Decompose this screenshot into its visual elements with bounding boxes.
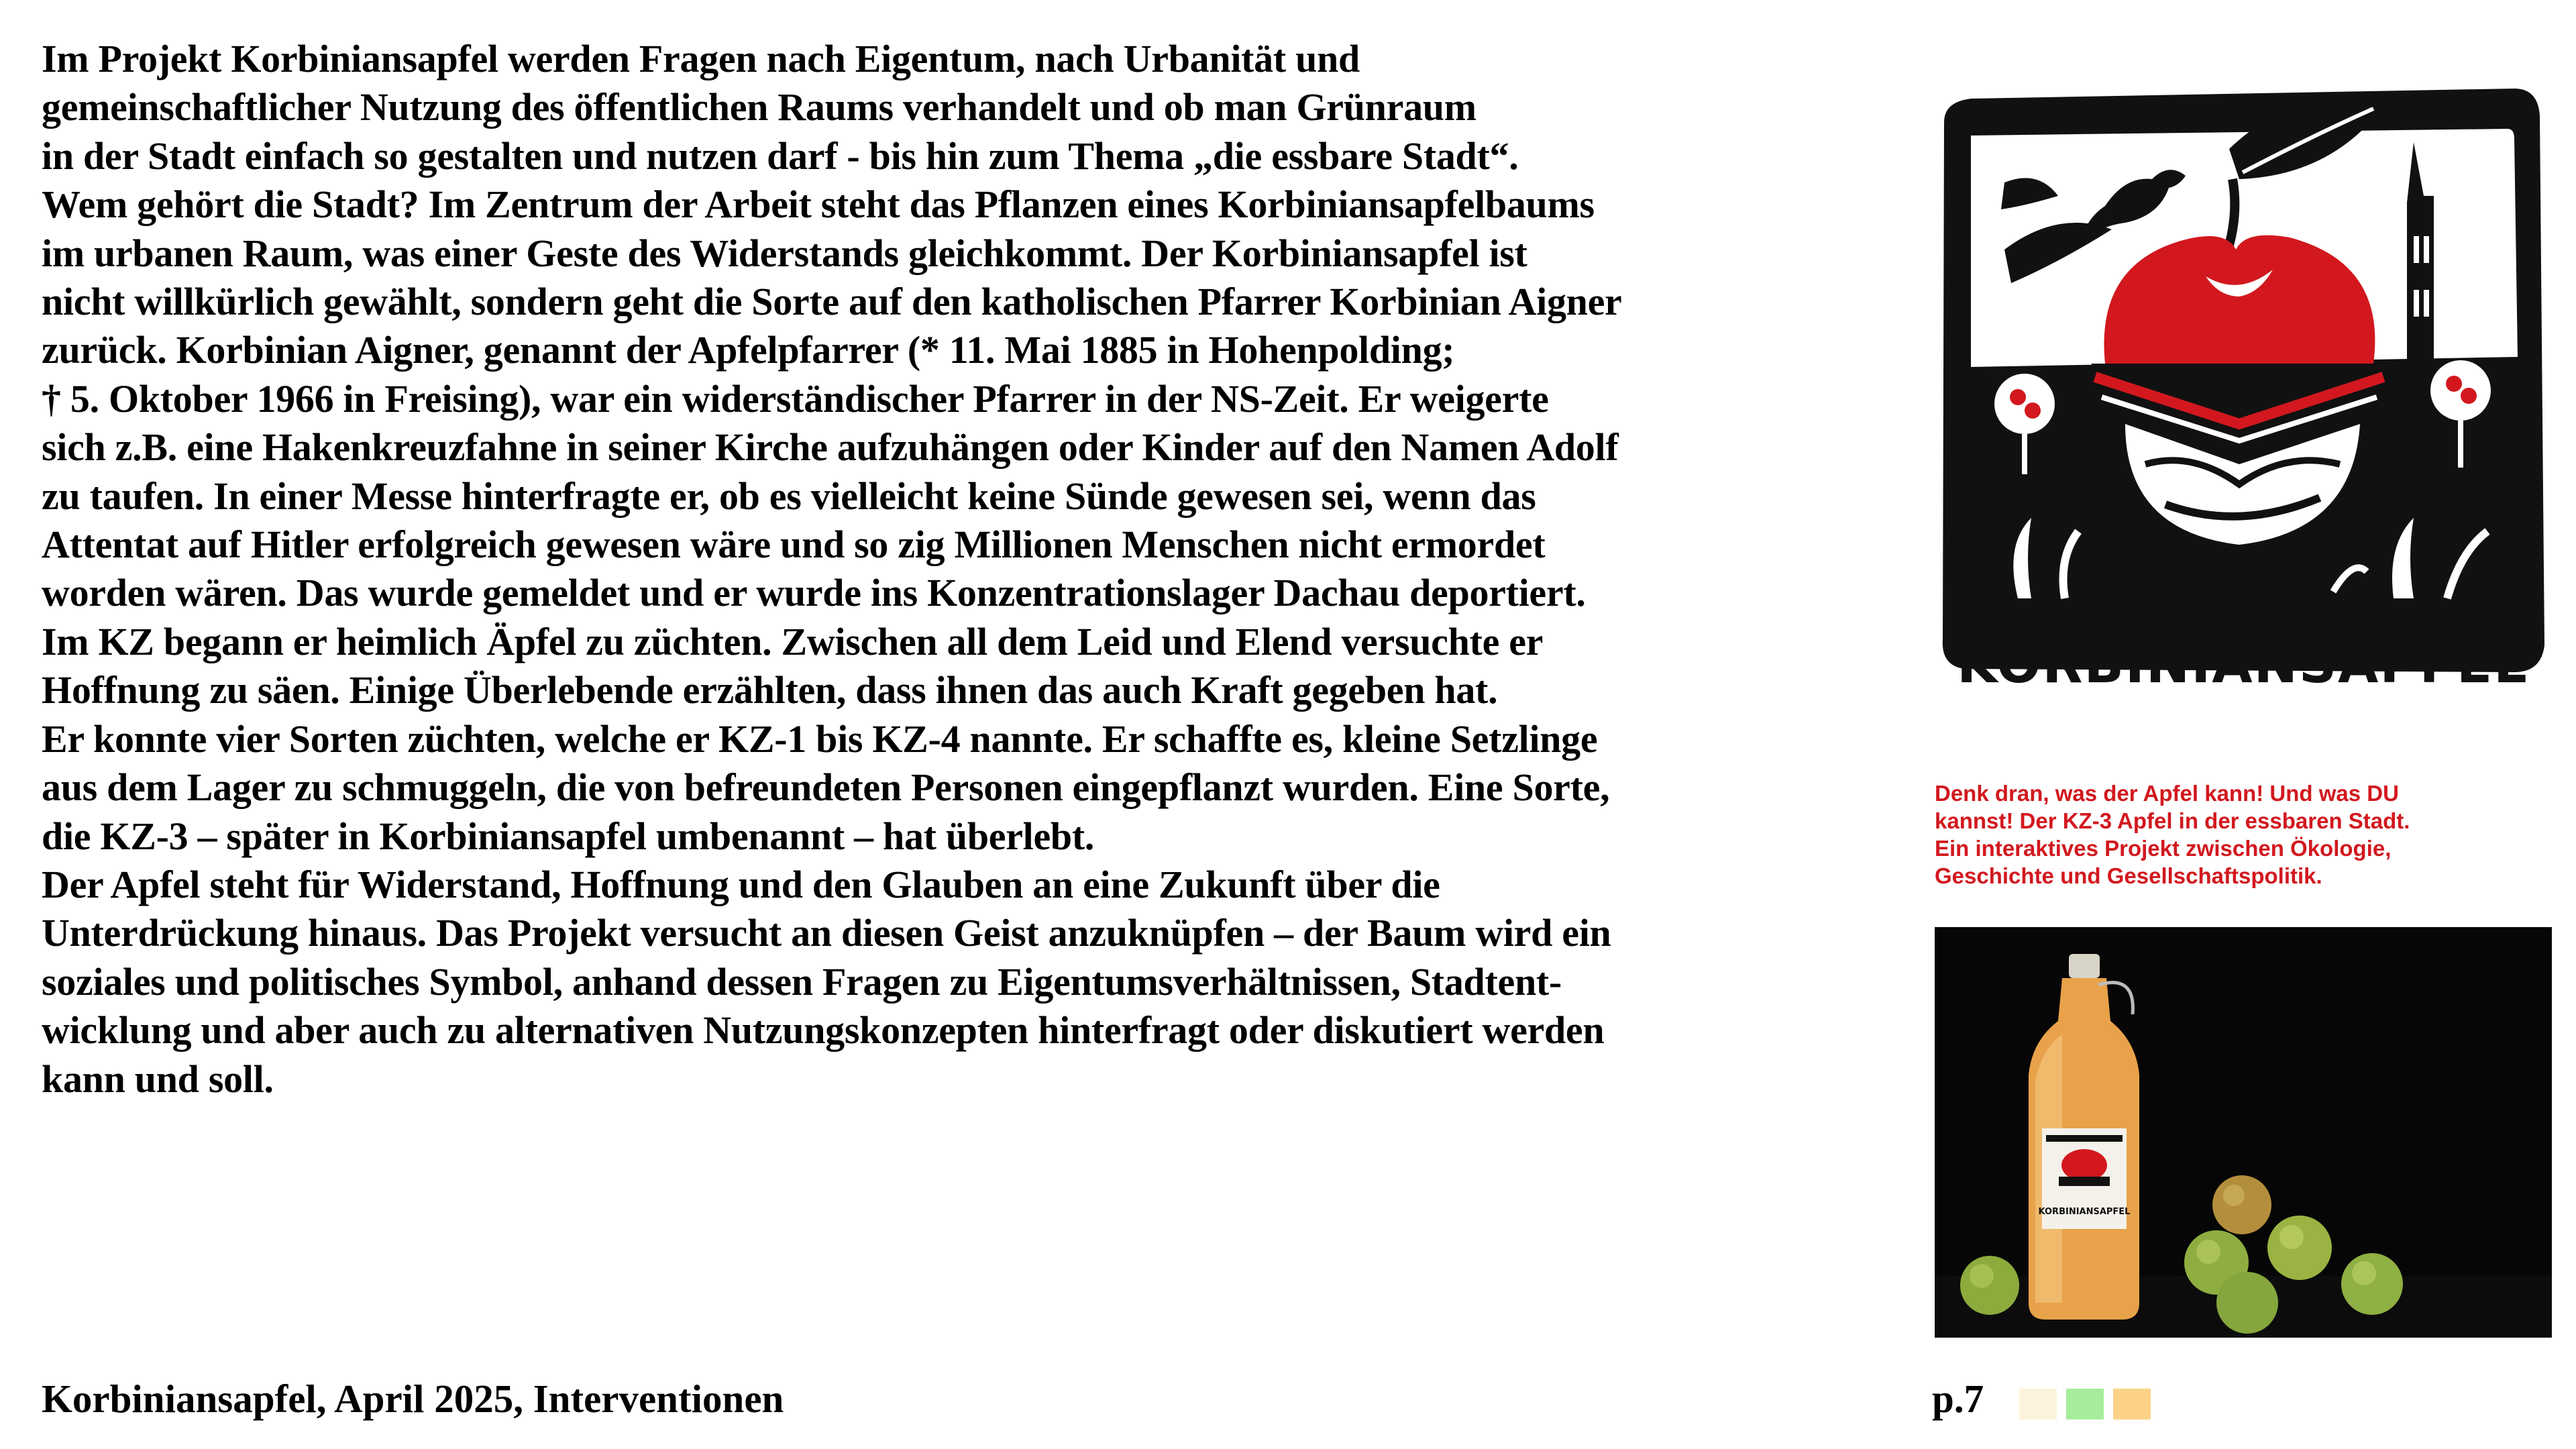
color-swatch — [2066, 1389, 2104, 1419]
body-line: Der Apfel steht für Widerstand, Hoffnung und den Glauben an eine Zukunft über die — [42, 862, 1440, 906]
footer-credit: Korbiniansapfel, April 2025, Interventionen — [42, 1377, 784, 1421]
body-line: sich z.B. eine Hakenkreuzfahne in seiner Kirche aufzuhängen oder Kinder auf den Namen Adolf — [42, 425, 1619, 470]
body-line: in der Stadt einfach so gestalten und nutzen darf - bis hin zum Thema „die essbare Stadt“. — [42, 133, 1519, 178]
caption-line: Denk dran, was der Apfel kann! Und was DU — [1935, 781, 2399, 806]
body-line: Er konnte vier Sorten züchten, welche er KZ-1 bis KZ-4 nannte. Er schaffte es, kleine Setzlinge — [42, 716, 1598, 761]
body-line: Wem gehört die Stadt? Im Zentrum der Arbeit steht das Pflanzen eines Korbiniansapfelbaums — [42, 182, 1595, 227]
body-line: soziales und politisches Symbol, anhand dessen Fragen zu Eigentumsverhältnissen, Stadtent- — [42, 959, 1562, 1004]
logo-wordmark: KORBINIANSAPFEL — [1957, 635, 2528, 695]
body-line: Hoffnung zu säen. Einige Überlebende erzählten, dass ihnen das auch Kraft gegeben hat. — [42, 668, 1498, 712]
body-line: gemeinschaftlicher Nutzung des öffentlichen Raums verhandelt und ob man Grünraum — [42, 85, 1477, 129]
korbiniansapfel-logo — [1924, 62, 2555, 699]
body-line: Attentat auf Hitler erfolgreich gewesen wäre und so zig Millionen Menschen nicht ermordet — [42, 523, 1546, 567]
color-swatch — [2019, 1389, 2057, 1419]
color-swatch — [2113, 1389, 2151, 1419]
body-line: Im KZ begann er heimlich Äpfel zu züchten. Zwischen all dem Leid und Elend versuchte er — [42, 619, 1544, 663]
photo-label-wordmark: KORBINIANSAPFEL — [2038, 1207, 2131, 1217]
body-line: die KZ-3 – später in Korbiniansapfel umbenannt – hat überlebt. — [42, 814, 1095, 858]
body-line: kann und soll. — [42, 1057, 274, 1101]
juice-bottle-photo — [1935, 927, 2552, 1338]
body-line: zurück. Korbinian Aigner, genannt der Apfelpfarrer (* 11. Mai 1885 in Hohenpolding; — [42, 328, 1455, 372]
body-line: zu taufen. In einer Messe hinterfragte er, ob es vielleicht keine Sünde gewesen sei, wenn das — [42, 474, 1536, 518]
body-text — [42, 35, 1759, 1104]
caption — [1935, 780, 2565, 890]
body-line: † 5. Oktober 1966 in Freising), war ein widerständischer Pfarrer in der NS-Zeit. Er weigerte — [42, 376, 1549, 421]
caption-line: Geschichte und Gesellschaftspolitik. — [1935, 863, 2322, 888]
body-line: Im Projekt Korbiniansapfel werden Fragen nach Eigentum, nach Urbanität und — [42, 37, 1360, 80]
body-line: Unterdrückung hinaus. Das Projekt versucht an diesen Geist anzuknüpfen – der Baum wird ein — [42, 911, 1611, 955]
caption-line: kannst! Der KZ-3 Apfel in der essbaren Stadt. — [1935, 808, 2410, 833]
page-number: p.7 — [1932, 1377, 1984, 1421]
body-line: im urbanen Raum, was einer Geste des Widerstands gleichkommt. Der Korbiniansapfel ist — [42, 231, 1527, 275]
body-line: aus dem Lager zu schmuggeln, die von befreundeten Personen eingepflanzt wurden. Eine Sorte, — [42, 765, 1610, 810]
body-line: wicklung und aber auch zu alternativen Nutzungskonzepten hinterfragt oder diskutiert werden — [42, 1008, 1605, 1053]
body-line: nicht willkürlich gewählt, sondern geht die Sorte auf den katholischen Pfarrer Korbinian Aigner — [42, 280, 1622, 324]
product-photo — [1935, 927, 2552, 1338]
body-line: worden wären. Das wurde gemeldet und er wurde ins Konzentrationslager Dachau deportiert. — [42, 571, 1586, 615]
caption-line: Ein interaktives Projekt zwischen Ökologie, — [1935, 836, 2392, 861]
